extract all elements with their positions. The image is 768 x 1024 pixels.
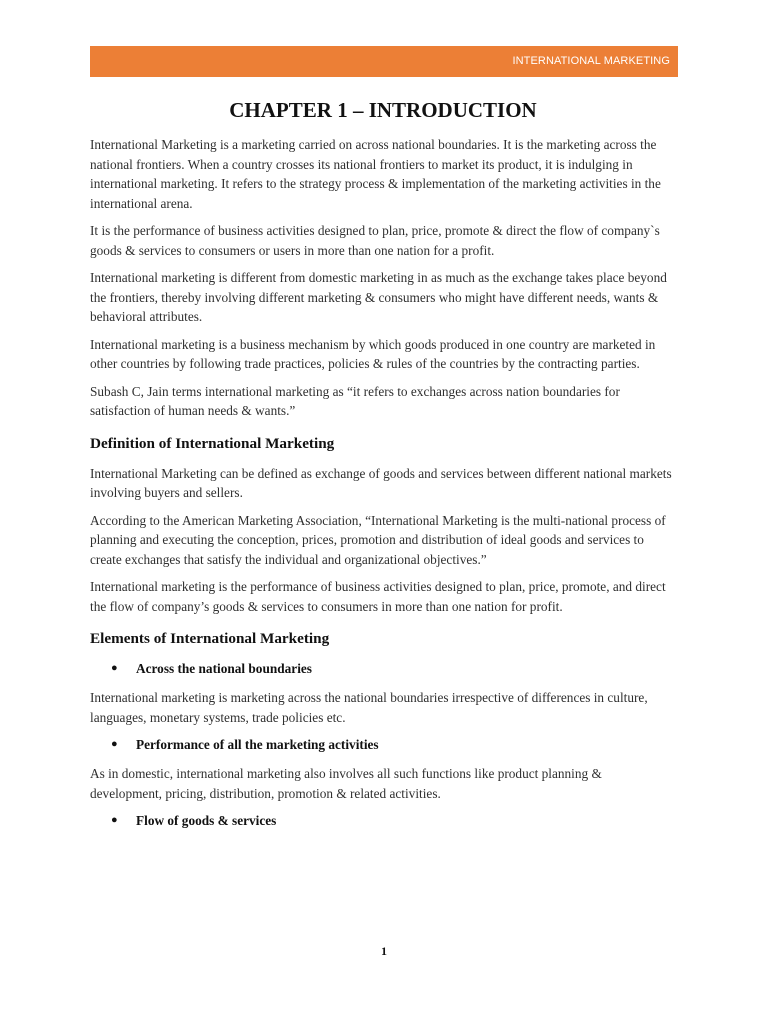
intro-paragraph: International Marketing is a marketing carried on across national boundaries. It is the marketing across the national frontiers. When a country crosses its national frontiers to market its product, it is indulging in international marketing. It refers to the strategy process & implementation of the marketing activities in the international arena.	[90, 137, 661, 211]
intro-paragraph: International marketing is a business mechanism by which goods produced in one country are marketed in other countries by following trade practices, policies & rules of the countries by the contracting parties.	[90, 336, 656, 371]
intro-paragraph: Subash C, Jain terms international marketing as “it refers to exchanges across nation boundaries for satisfaction of human needs & wants.”	[90, 383, 620, 418]
bullet-title: Flow of goods & services	[136, 813, 277, 828]
chapter-title: CHAPTER 1 – INTRODUCTION	[229, 98, 537, 122]
bullet-item-flow-of-goods	[90, 811, 676, 830]
bullet-icon: ●	[111, 662, 118, 674]
bullet-description: As in domestic, international marketing also involves all such functions like product planning & development, pricing, distribution, promotion & related activities.	[90, 766, 602, 801]
intro-paragraph: International marketing is different from domestic marketing in as much as the exchange takes place beyond the frontiers, thereby involving different marketing & consumers who might have different needs, wants & behavioral attributes.	[90, 270, 667, 324]
bullet-item-across-boundaries	[90, 659, 676, 678]
definition-paragraph: According to the American Marketing Association, “International Marketing is the multi-national process of planning and executing the conception, prices, promotion and distribution of ideal goods and services to create exchanges that satisfy the individual and organizational objectives.”	[90, 512, 666, 567]
elements-heading: Elements of International Marketing	[90, 630, 330, 647]
page-content	[90, 96, 676, 840]
bullet-item-marketing-activities	[90, 735, 676, 754]
definition-paragraph: International marketing is the performance of business activities designed to plan, price, promote, and direct the flow of company’s goods & services to consumers in more than one nation for profit.	[90, 579, 666, 614]
bullet-title: Performance of all the marketing activities	[136, 737, 379, 752]
running-header-title: INTERNATIONAL MARKETING	[512, 55, 670, 67]
running-header-band	[90, 46, 678, 77]
page-number: 1	[381, 944, 387, 958]
definition-paragraph: International Marketing can be defined as exchange of goods and services between different national markets involving buyers and sellers.	[90, 465, 672, 500]
definition-heading: Definition of International Marketing	[90, 434, 335, 452]
intro-paragraph: It is the performance of business activities designed to plan, price, promote & direct the flow of company`s goods & services to consumers or users in more than one nation for a profit.	[90, 223, 660, 258]
bullet-icon: ●	[111, 814, 118, 826]
bullet-description: International marketing is marketing across the national boundaries irrespective of differences in culture, languages, monetary systems, trade policies etc.	[90, 690, 648, 725]
bullet-icon: ●	[111, 738, 118, 750]
bullet-title: Across the national boundaries	[136, 661, 312, 676]
